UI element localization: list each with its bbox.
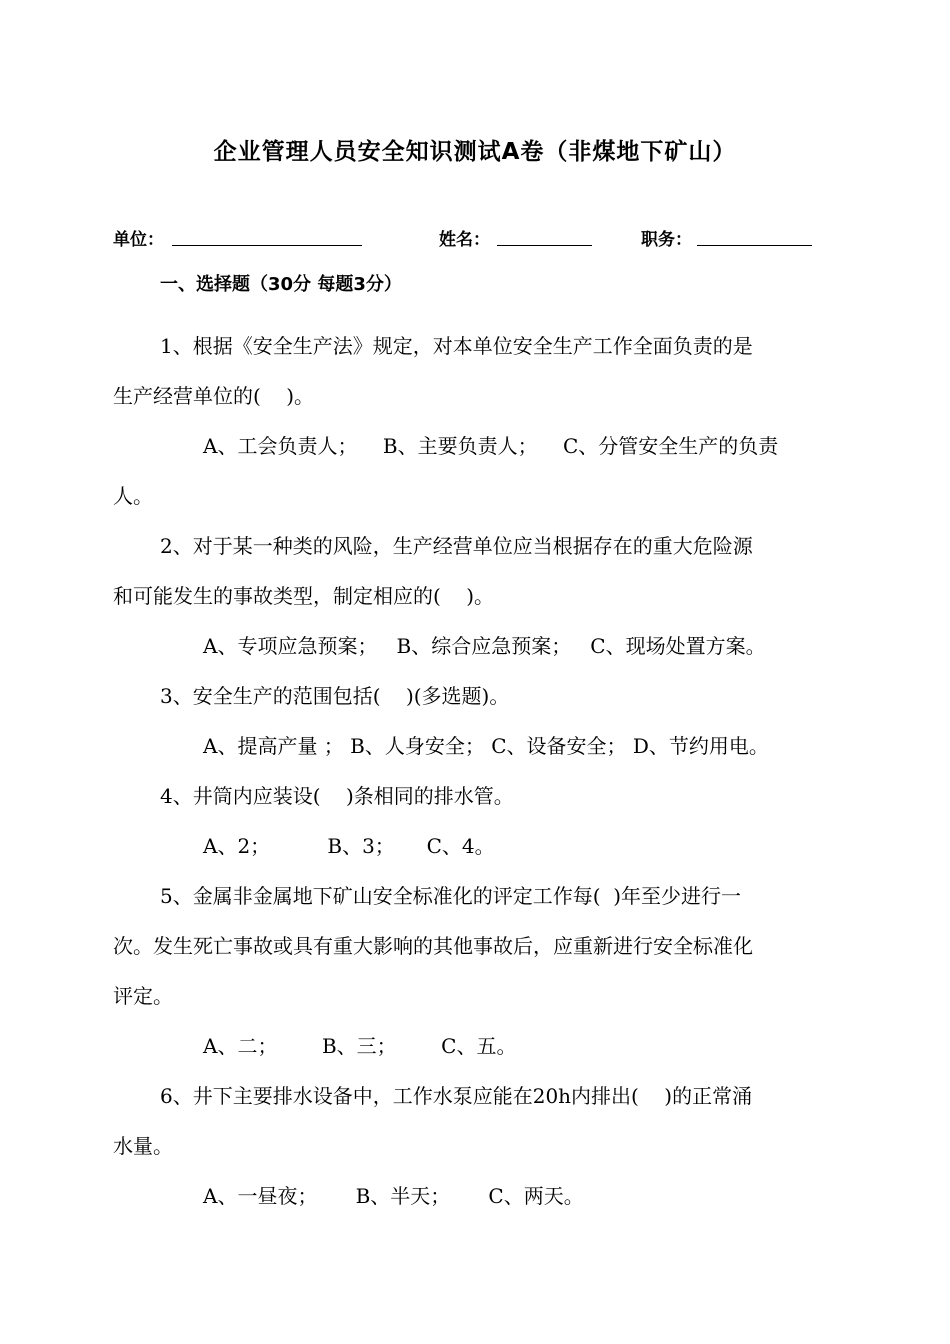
question-3-options: A、提高产量 ； B、人身安全； C、设备安全； D、节约用电。 — [203, 734, 769, 758]
question-3-line-1: 3、安全生产的范围包括( )(多选题)。 — [160, 684, 510, 708]
section-heading: 一、选择题（30分 每题3分） — [160, 274, 402, 295]
question-4-options: A、2； B、3； C、4。 — [203, 834, 495, 858]
question-2-line-2: 和可能发生的事故类型，制定相应的( )。 — [113, 584, 495, 608]
question-2-line-1: 2、对于某一种类的风险，生产经营单位应当根据存在的重大危险源 — [160, 534, 753, 558]
question-6-line-2: 水量。 — [113, 1134, 173, 1158]
question-4-line-1: 4、井筒内应装设( )条相同的排水管。 — [160, 784, 514, 808]
question-1-line-1: 1、根据《安全生产法》规定，对本单位安全生产工作全面负责的是 — [160, 334, 753, 358]
name-field[interactable] — [497, 245, 592, 246]
question-2-options: A、专项应急预案； B、综合应急预案； C、现场处置方案。 — [203, 634, 766, 658]
unit-label: 单位： — [113, 230, 164, 250]
question-1-options-cont: 人。 — [113, 484, 153, 508]
question-5-line-2: 次。发生死亡事故或具有重大影响的其他事故后，应重新进行安全标准化 — [113, 934, 753, 958]
question-5-line-3: 评定。 — [113, 984, 173, 1008]
question-5-line-1: 5、金属非金属地下矿山安全标准化的评定工作每( )年至少进行一 — [160, 884, 742, 908]
name-label: 姓名： — [439, 230, 490, 250]
question-5-options: A、二； B、三； C、五。 — [203, 1034, 517, 1058]
question-1-line-2: 生产经营单位的( )。 — [113, 384, 315, 408]
question-1-options: A、工会负责人； B、主要负责人； C、分管安全生产的负责 — [203, 434, 779, 458]
page-title: 企业管理人员安全知识测试A卷（非煤地下矿山） — [213, 139, 737, 165]
position-label: 职务： — [641, 230, 692, 250]
question-6-options: A、一昼夜； B、半天； C、两天。 — [203, 1184, 584, 1208]
question-6-line-1: 6、井下主要排水设备中，工作水泵应能在20h内排出( )的正常涌 — [160, 1084, 753, 1108]
position-field[interactable] — [697, 245, 812, 246]
unit-field[interactable] — [172, 245, 362, 246]
